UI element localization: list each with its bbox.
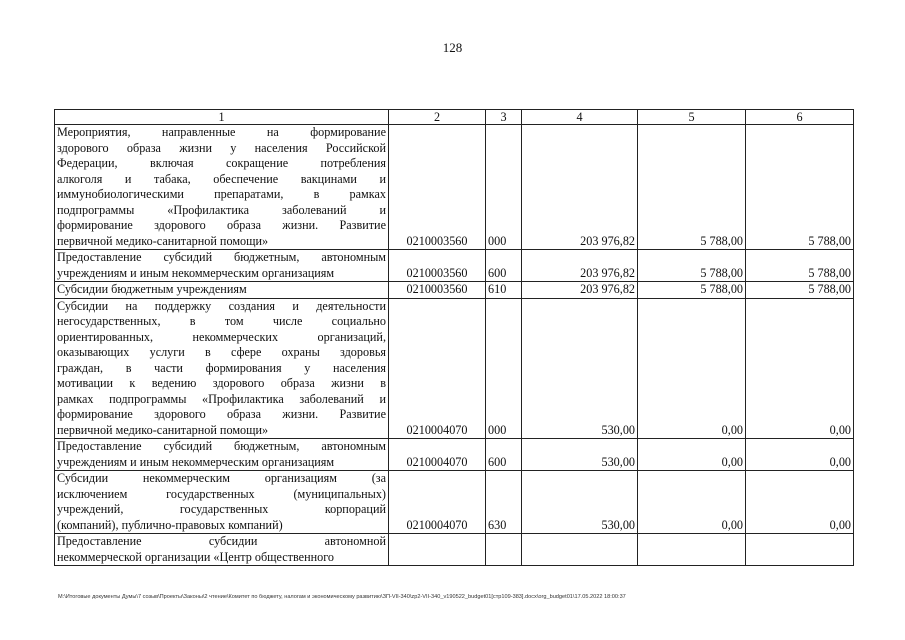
- row-value-6: 0,00: [746, 298, 854, 439]
- row-name-line: Субсидии бюджетным учреждениям: [57, 282, 247, 296]
- row-value-4: 203 976,82: [522, 250, 638, 282]
- row-value-4: 530,00: [522, 298, 638, 439]
- row-name: [55, 439, 389, 471]
- file-path-footer: M:\Итоговые документы Думы\7 созыв\Проекты\Законы\2 чтение\Комитет по бюджету, налогам и экономическому развитию\ЗП-VII-340\zp2-VII-340_v190522_budget01[стр109-383].docx\org_budget01\17.05.2022 18:00:37: [58, 594, 626, 600]
- table-row: [55, 298, 854, 439]
- row-name-line: рамках подпрограммы «Профилактика заболеваний и: [57, 391, 386, 406]
- row-name-line: Предоставление субсидий бюджетным, автономным: [57, 250, 386, 264]
- table-row: [55, 439, 854, 471]
- row-value-5: 5 788,00: [638, 250, 746, 282]
- row-code: 0210004070: [389, 298, 486, 439]
- row-value-6: 5 788,00: [746, 250, 854, 282]
- row-name: [55, 298, 389, 439]
- row-value-4: 203 976,82: [522, 125, 638, 250]
- col-header-1: 1: [55, 110, 389, 125]
- row-name-line: (компаний), публично-правовых компаний): [57, 517, 283, 532]
- table-row: [55, 282, 854, 299]
- row-name-line: Предоставление субсидии автономной: [57, 534, 386, 548]
- row-value-5: 5 788,00: [638, 282, 746, 299]
- col-header-4: 4: [522, 110, 638, 125]
- row-value-5: 0,00: [638, 439, 746, 471]
- row-name-line: иммунобиологическими препаратами, в рамках: [57, 187, 386, 201]
- row-name: [55, 534, 389, 566]
- row-kvr: 630: [486, 471, 522, 534]
- row-code: 0210003560: [389, 250, 486, 282]
- row-name-line: алкоголя и табака, обеспечение вакцинами и: [57, 171, 386, 186]
- row-name-line: первичной медико-санитарной помощи»: [57, 233, 269, 248]
- row-value-5: 0,00: [638, 471, 746, 534]
- row-kvr: 000: [486, 125, 522, 250]
- row-name-line: Субсидии на поддержку создания и деятельности: [57, 298, 386, 313]
- table-row: [55, 125, 854, 250]
- budget-table: [54, 109, 854, 566]
- table-header-row: [55, 110, 854, 125]
- col-header-2: 2: [389, 110, 486, 125]
- row-code: 0210003560: [389, 125, 486, 250]
- row-name-line: исключением государственных (муниципальных): [57, 486, 386, 501]
- row-value-6: [746, 534, 854, 566]
- row-value-5: 5 788,00: [638, 125, 746, 250]
- row-value-6: 0,00: [746, 439, 854, 471]
- row-name-line: Мероприятия, направленные на формирование: [57, 125, 386, 139]
- table-row: [55, 471, 854, 534]
- row-kvr: 610: [486, 282, 522, 299]
- row-value-6: 5 788,00: [746, 125, 854, 250]
- table-row: [55, 534, 854, 566]
- row-value-5: 0,00: [638, 298, 746, 439]
- table-row: [55, 250, 854, 282]
- row-kvr: 600: [486, 439, 522, 471]
- row-name-line: Предоставление субсидий бюджетным, автономным: [57, 439, 386, 453]
- row-value-4: 203 976,82: [522, 282, 638, 299]
- row-name-line: Субсидии некоммерческим организациям (за: [57, 471, 386, 485]
- row-name-line: учреждений, государственных корпораций: [57, 502, 386, 516]
- table-body: [55, 125, 854, 566]
- row-name-line: оказывающих услуги в сфере охраны здоровья: [57, 345, 386, 359]
- row-name-line: граждан, в части формирования у населения: [57, 360, 386, 375]
- row-name-line: формирование здорового образа жизни. Развитие: [57, 407, 386, 421]
- row-name-line: мотивации к ведению здорового образа жизни в: [57, 376, 386, 390]
- row-name-line: некоммерческой организации «Центр общественного: [57, 549, 335, 564]
- row-name-line: ориентированных, некоммерческих организаций,: [57, 329, 386, 344]
- row-name: [55, 282, 389, 299]
- row-code: 0210004070: [389, 471, 486, 534]
- row-value-4: 530,00: [522, 471, 638, 534]
- row-value-6: 5 788,00: [746, 282, 854, 299]
- row-name: [55, 471, 389, 534]
- row-value-4: [522, 534, 638, 566]
- row-code: 0210004070: [389, 439, 486, 471]
- row-value-6: 0,00: [746, 471, 854, 534]
- col-header-5: 5: [638, 110, 746, 125]
- row-code: 0210003560: [389, 282, 486, 299]
- row-value-4: 530,00: [522, 439, 638, 471]
- row-name-line: подпрограммы «Профилактика заболеваний и: [57, 202, 386, 217]
- row-code: [389, 534, 486, 566]
- row-name-line: учреждениям и иным некоммерческим организациям: [57, 454, 335, 469]
- row-name-line: здорового образа жизни у населения Российской: [57, 140, 386, 155]
- row-name-line: Федерации, включая сокращение потребления: [57, 156, 386, 170]
- row-kvr: [486, 534, 522, 566]
- row-name: [55, 125, 389, 250]
- col-header-6: 6: [746, 110, 854, 125]
- page-number: 128: [442, 40, 463, 55]
- row-name-line: негосударственных, в том числе социально: [57, 314, 386, 328]
- row-name-line: первичной медико-санитарной помощи»: [57, 422, 269, 437]
- row-kvr: 000: [486, 298, 522, 439]
- row-name: [55, 250, 389, 282]
- row-kvr: 600: [486, 250, 522, 282]
- col-header-3: 3: [486, 110, 522, 125]
- row-name-line: учреждениям и иным некоммерческим организациям: [57, 265, 335, 280]
- row-value-5: [638, 534, 746, 566]
- row-name-line: формирование здорового образа жизни. Развитие: [57, 218, 386, 232]
